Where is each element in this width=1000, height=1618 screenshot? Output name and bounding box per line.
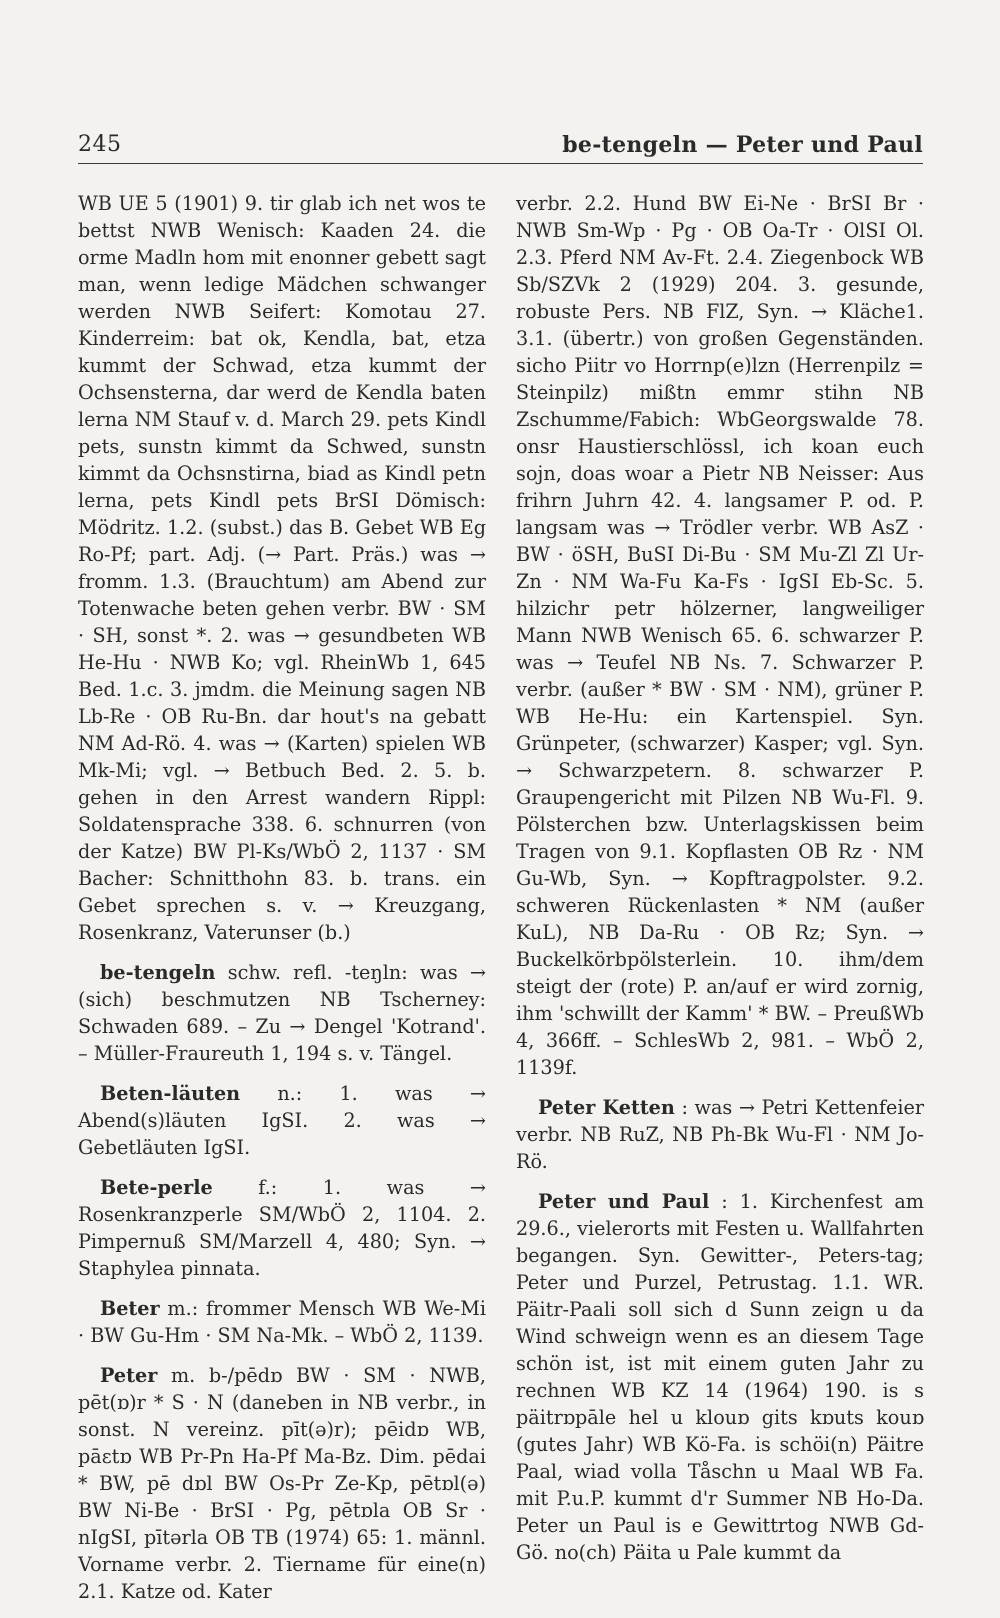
entry-text [516,1094,924,1175]
entry-body: schw. refl. -teŋln: was → (sich) beschmutzen NB Tscherney: Schwaden 689. – Zu → Dengel 'Kotrand'. – Müller-Fraureuth 1, 194 s. v. Tängel. [78,961,486,1065]
dictionary-entry [516,190,924,1081]
dictionary-entry [78,959,486,1067]
left-column [78,190,486,1618]
entry-body: WB UE 5 (1901) 9. tir glab ich net wos te bettst NWB Wenisch: Kaaden 24. die orme Madln hom mit enonner gebett sagt man, wenn ledige Mädchen schwanger werden NWB Seifert: Komotau 27. Kinderreim: bat ok, Kendla, bat, etza kummt der Schwad, etza kummt der Ochsensterna, dar werd de Kendla baten lerna NM Stauf v. d. March 29. pets Kindl pets, sunstn kimmt da Schwed, sunstn kimmt da Ochsnstirna, biad as Kindl petn lerna, pets Kindl pets BrSI Dömisch: Mödritz. 1.2. (subst.) das B. Gebet WB Eg Ro-Pf; part. Adj. (→ Part. Präs.) was → fromm. 1.3. (Brauchtum) am Abend zur Totenwache beten gehen verbr. BW · SM · SH, sonst *. 2. was → gesundbeten WB He-Hu · NWB Ko; vgl. RheinWb 1, 645 Bed. 1.c. 3. jmdm. die Meinung sagen NB Lb-Re · OB Ru-Bn. dar hout's na gebatt NM Ad-Rö. 4. was → (Karten) spielen WB Mk-Mi; vgl. → Betbuch Bed. 2. 5. b. gehen in den Arrest wandern Rippl: Soldatensprache 338. 6. schnurren (von der Katze) BW Pl-Ks/WbÖ 2, 1137 · SM Bacher: Schnitthohn 83. b. trans. ein Gebet sprechen s. v. → Kreuzgang, Rosenkranz, Vaterunser (b.) [78,192,486,944]
entry-body: m. b-/pēdɒ BW · SM · NWB, pēt(ɒ)r * S · N (daneben in NB verbr., in sonst. N vereinz. pīt(ə)r); pēidɒ WB, pāɛtɒ WB Pr-Pn Ha-Pf Ma-Bz. Dim. pēdai * BW, pē dɒl BW Os-Pr Ze-Kp, pētɒl(ə) BW Ni-Be · BrSI · Pg, pētɒla OB Sr · nIgSI, pītərla OB TB (1974) 65: 1. männl. Vorname verbr. 2. Tiername für eine(n) 2.1. Katze od. Kater [78,1364,486,1603]
header-rule [78,163,923,164]
entry-body: f.: 1. was → Rosenkranzperle SM/WbÖ 2, 1104. 2. Pimpernuß SM/Marzell 4, 480; Syn. → Staphylea pinnata. [78,1176,486,1280]
entry-body: verbr. 2.2. Hund BW Ei-Ne · BrSI Br · NWB Sm-Wp · Pg · OB Oa-Tr · OlSI Ol. 2.3. Pferd NM Av-Ft. 2.4. Ziegenbock WB Sb/SZVk 2 (1929) 204. 3. gesunde, robuste Pers. NB FlZ, Syn. → Kläche1. 3.1. (übertr.) von großen Gegenständen. sicho Piitr vo Horrnp(e)lzn (Herrenpilz = Steinpilz) mißtn emmr stihn NB Zschumme/Fabich: WbGeorgswalde 78. onsr Haustierschlössl, ich koan euch sojn, doas woar a Pietr NB Neisser: Aus frihrn Juhrn 42. 4. langsamer P. od. P. langsam was → Trödler verbr. WB AsZ · BW · öSH, BuSI Di-Bu · SM Mu-Zl Zl Ur-Zn · NM Wa-Fu Ka-Fs · IgSI Eb-Sc. 5. hilzichr petr hölzerner, langweiliger Mann NWB Wenisch 65. 6. schwarzer P. was → Teufel NB Ns. 7. Schwarzer P. verbr. (außer * BW · SM · NM), grüner P. WB He-Hu: ein Kartenspiel. Syn. Grünpeter, (schwarzer) Kasper; vgl. Syn. → Schwarzpetern. 8. schwarzer P. Graupengericht mit Pilzen NB Wu-Fl. 9. Pölsterchen bzw. Unterlagskissen beim Tragen von 9.1. Kopflasten OB Rz · NM Gu-Wb, Syn. → Kopftragpolster. 9.2. schweren Rückenlasten * NM (außer KuL), NB Da-Ru · OB Rz; Syn. → Buckelkörbpölsterlein. 10. ihm/dem steigt der (rote) P. an/auf er wird zornig, ihm 'schwillt der Kamm' * BW. – PreußWb 4, 366ff. – SchlesWb 2, 981. – WbÖ 2, 1139f. [516,192,924,1079]
entry-lemma: Beter [100,1297,160,1320]
entry-body: : 1. Kirchenfest am 29.6., vielerorts mit Festen u. Wallfahrten begangen. Syn. Gewitter-, Peters-tag; Peter und Purzel, Petrustag. 1.1. WR. Päitr-Paali soll sich d Sunn zeign u da Wind schweign wenn es an diesem Tage schön ist, ist mit einem guten Jahr zu rechnen WB KZ 14 (1964) 190. is s päitrɒpāle hel u klouɒ gits kɒuts kouɒ (gutes Jahr) WB Kö-Fa. is schöi(n) Päitre Paal, wiad volla Tåschn u Maal WB Fa. mit P.u.P. kummt d'r Summer NB Ho-Da. Peter un Paul is e Gewittrtog NWB Gd-Gö. no(ch) Päita u Pale kummt da [516,1190,924,1564]
entry-lemma: be-tengeln [100,961,216,984]
dictionary-entry [516,1094,924,1175]
entry-body: m.: frommer Mensch WB We-Mi · BW Gu-Hm · SM Na-Mk. – WbÖ 2, 1139. [78,1297,486,1347]
running-head: be-tengeln — Peter und Paul [562,132,923,158]
entry-text [516,1188,924,1566]
dictionary-entry [78,1362,486,1605]
page-number: 245 [78,132,122,157]
entry-lemma: Peter [100,1364,158,1387]
entry-text [78,1174,486,1282]
entry-text [78,1080,486,1161]
entry-lemma: Beten-läuten [100,1082,241,1105]
entry-lemma: Peter und Paul [538,1190,710,1213]
dictionary-entry [78,1295,486,1349]
entry-text [78,190,486,946]
dictionary-entry [78,1174,486,1282]
dictionary-entry [78,190,486,946]
entry-text [78,959,486,1067]
entry-text [78,1362,486,1605]
entry-body: n.: 1. was → Abend(s)läuten IgSI. 2. was → Gebetläuten IgSI. [78,1082,486,1159]
right-column [516,190,924,1579]
entry-lemma: Bete-perle [100,1176,213,1199]
dictionary-entry [78,1080,486,1161]
entry-text [516,190,924,1081]
dictionary-entry [516,1188,924,1566]
entry-text [78,1295,486,1349]
entry-lemma: Peter Ketten [538,1096,675,1119]
entry-body: : was → Petri Kettenfeier verbr. NB RuZ, NB Ph-Bk Wu-Fl · NM Jo-Rö. [516,1096,925,1173]
